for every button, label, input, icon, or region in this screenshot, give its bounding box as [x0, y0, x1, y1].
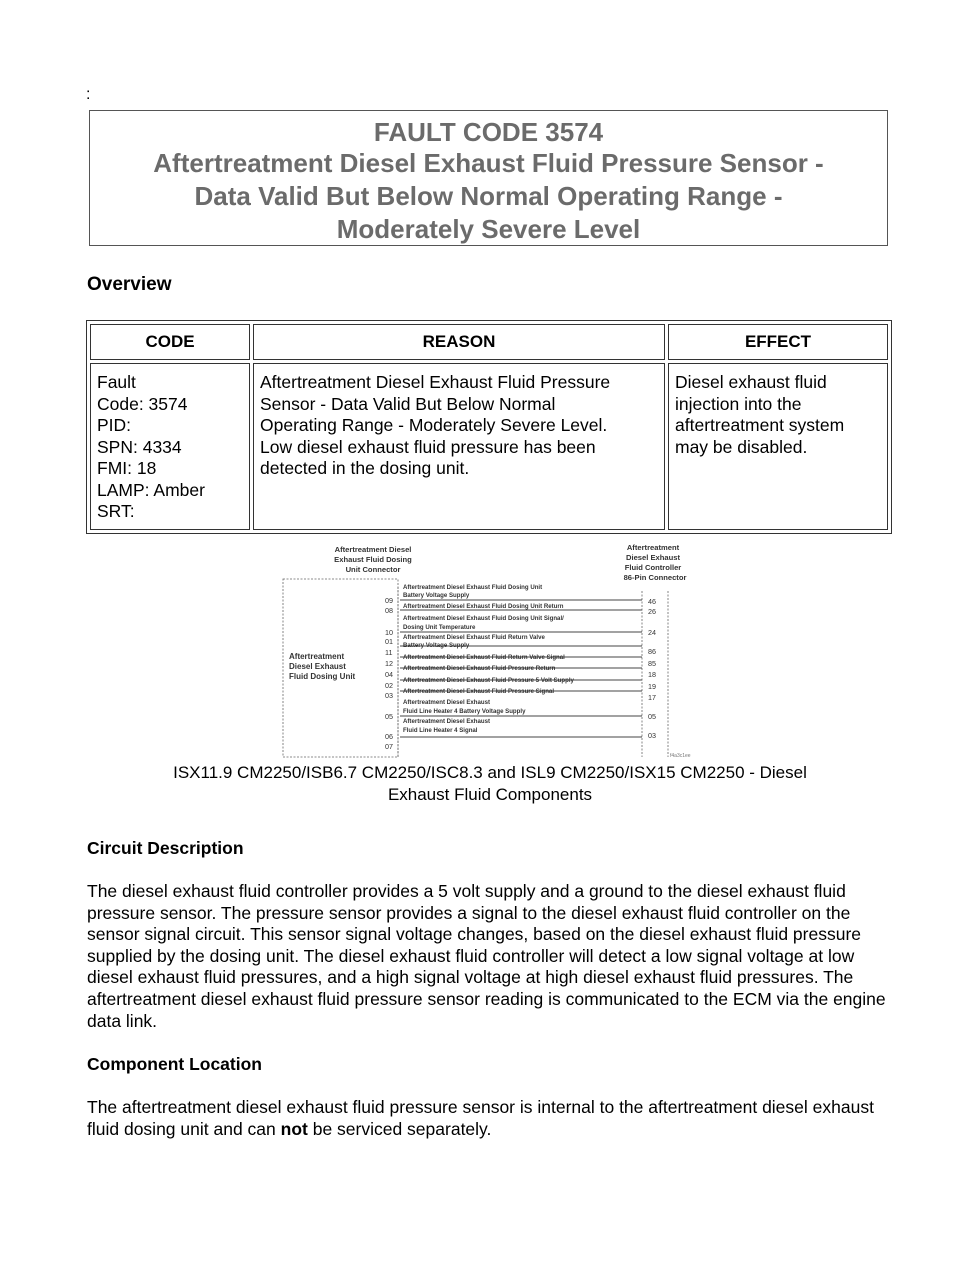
right-connector-title: 86-Pin Connector [623, 573, 687, 582]
left-pin: 06 [385, 732, 393, 741]
wire-label: Aftertreatment Diesel Exhaust Fluid Dosing Unit [403, 584, 543, 591]
reason-line: detected in the dosing unit. [260, 458, 470, 478]
circuit-description-text: The diesel exhaust fluid controller provides a 5 volt supply and a ground to the diesel exhaust fluid pressure sensor. The pressure sensor provides a signal to the diesel exhaust fluid controller on the sensor signal circuit. This sensor signal voltage changes, based on the diesel exhaust fluid pressure supplied by the dosing unit. The diesel exhaust fluid controller will detect a low signal voltage at low diesel exhaust fluid pressures, and a high signal voltage at high diesel exhaust fluid pressures. The aftertreatment diesel exhaust fluid pressure sensor reading is communicated to the ECM via the engine data link. [87, 881, 886, 1031]
reason-line: Operating Range - Moderately Severe Level. [260, 415, 608, 435]
left-pin: 09 [385, 596, 393, 605]
header-effect: EFFECT [668, 324, 888, 360]
effect-line: aftertreatment system [675, 415, 845, 435]
wire-label: Fluid Line Heater 4 Signal [403, 727, 478, 734]
left-pin: 10 [385, 628, 393, 637]
fault-title-line: Data Valid But Below Normal Operating Range - [194, 181, 783, 211]
effect-line: injection into the [675, 393, 802, 414]
right-pin: 18 [648, 670, 656, 679]
left-pin: 02 [385, 681, 393, 690]
fault-title-box [89, 110, 888, 246]
left-pin: 01 [385, 637, 393, 646]
wire-label: Aftertreatment Diesel Exhaust Fluid Pressure Signal [403, 688, 555, 695]
code-line: PID: [97, 415, 132, 435]
component-text-emphasis: not [280, 1118, 308, 1139]
code-line: FMI: 18 [97, 458, 157, 478]
left-connector-title: Unit Connector [345, 565, 401, 574]
left-pin: 11 [385, 648, 393, 657]
right-pin: 19 [648, 682, 656, 691]
left-pin: 05 [385, 712, 393, 721]
code-line: Fault [97, 372, 136, 392]
left-pin: 07 [385, 742, 393, 751]
wire-label: Battery Voltage Supply [403, 592, 470, 599]
left-connector-title: Aftertreatment Diesel [334, 545, 412, 554]
reason-line: Aftertreatment Diesel Exhaust Fluid Pressure [260, 372, 611, 392]
dosing-unit-label: Diesel Exhaust [289, 662, 346, 671]
wire-label: Aftertreatment Diesel Exhaust [403, 718, 491, 725]
right-pin: 17 [648, 693, 656, 702]
header-reason: REASON [253, 324, 665, 360]
dosing-unit-label: Aftertreatment [289, 652, 345, 661]
overview-heading: Overview [87, 274, 172, 295]
left-pin: 03 [385, 691, 393, 700]
fault-title-line: Aftertreatment Diesel Exhaust Fluid Pressure Sensor - [153, 148, 824, 178]
wire-label: Aftertreatment Diesel Exhaust Fluid Pressure 5 Volt Supply [403, 677, 574, 684]
page-colon: : [86, 86, 91, 103]
left-pin: 08 [385, 606, 393, 615]
figure-id: f4a3c1ee [670, 753, 691, 759]
effect-line: Diesel exhaust fluid [675, 372, 827, 392]
component-text-part: be serviced separately. [307, 1118, 492, 1139]
caption-line: ISX11.9 CM2250/ISB6.7 CM2250/ISC8.3 and ISL9 CM2250/ISX15 CM2250 - Diesel [173, 763, 807, 782]
code-line: Code: 3574 [97, 393, 188, 414]
reason-line: Low diesel exhaust fluid pressure has been [260, 436, 596, 457]
right-pin: 24 [648, 628, 656, 637]
wiring-diagram [280, 541, 700, 759]
effect-cell [668, 363, 888, 530]
code-line: SPN: 4334 [97, 436, 182, 457]
code-cell [90, 363, 250, 530]
reason-line: Sensor - Data Valid But Below Normal [260, 393, 556, 414]
right-pin: 46 [648, 597, 656, 606]
right-pin: 85 [648, 659, 656, 668]
right-pin: 03 [648, 731, 656, 740]
figure-caption [100, 762, 880, 806]
fault-title-line: Moderately Severe Level [336, 214, 641, 244]
component-text-part: The aftertreatment diesel exhaust fluid pressure sensor is internal to the aftertreatment diesel exhaust fluid dosing unit and can [87, 1097, 874, 1139]
wire-label: Aftertreatment Diesel Exhaust Fluid Return Valve Signal [403, 654, 565, 661]
wire-label: Aftertreatment Diesel Exhaust Fluid Pressure Return [403, 665, 556, 672]
right-pin: 26 [648, 607, 656, 616]
wire-label: Aftertreatment Diesel Exhaust Fluid Dosing Unit Signal/ [403, 615, 564, 622]
wire-label: Aftertreatment Diesel Exhaust Fluid Dosing Unit Return [403, 603, 564, 610]
circuit-description-heading: Circuit Description [87, 838, 244, 858]
right-pin: 05 [648, 712, 656, 721]
code-line: LAMP: Amber [97, 479, 205, 500]
right-connector-title: Diesel Exhaust [625, 553, 681, 562]
code-line: SRT: [97, 501, 135, 521]
left-pin: 04 [385, 670, 393, 679]
fault-overview-table [86, 320, 892, 534]
component-location-text [87, 1097, 897, 1140]
effect-line: may be disabled. [675, 436, 808, 457]
wire-label: Aftertreatment Diesel Exhaust Fluid Return Valve [403, 634, 545, 641]
caption-line: Exhaust Fluid Components [387, 785, 593, 804]
wire-label: Dosing Unit Temperature [403, 624, 476, 631]
wire-label: Fluid Line Heater 4 Battery Voltage Supply [403, 708, 526, 715]
wire-label: Battery Voltage Supply [403, 642, 470, 649]
dosing-unit-label: Fluid Dosing Unit [289, 672, 356, 681]
reason-cell [253, 363, 665, 530]
right-connector-title: Aftertreatment [626, 543, 680, 552]
right-pin: 86 [648, 647, 656, 656]
fault-code-title: FAULT CODE 3574 [373, 117, 604, 147]
header-code: CODE [90, 324, 250, 360]
right-connector-title: Fluid Controller [624, 563, 682, 572]
left-connector-title: Exhaust Fluid Dosing [334, 555, 412, 564]
left-pin: 12 [385, 659, 393, 668]
wire-label: Aftertreatment Diesel Exhaust [403, 699, 491, 706]
component-location-heading: Component Location [87, 1054, 262, 1074]
